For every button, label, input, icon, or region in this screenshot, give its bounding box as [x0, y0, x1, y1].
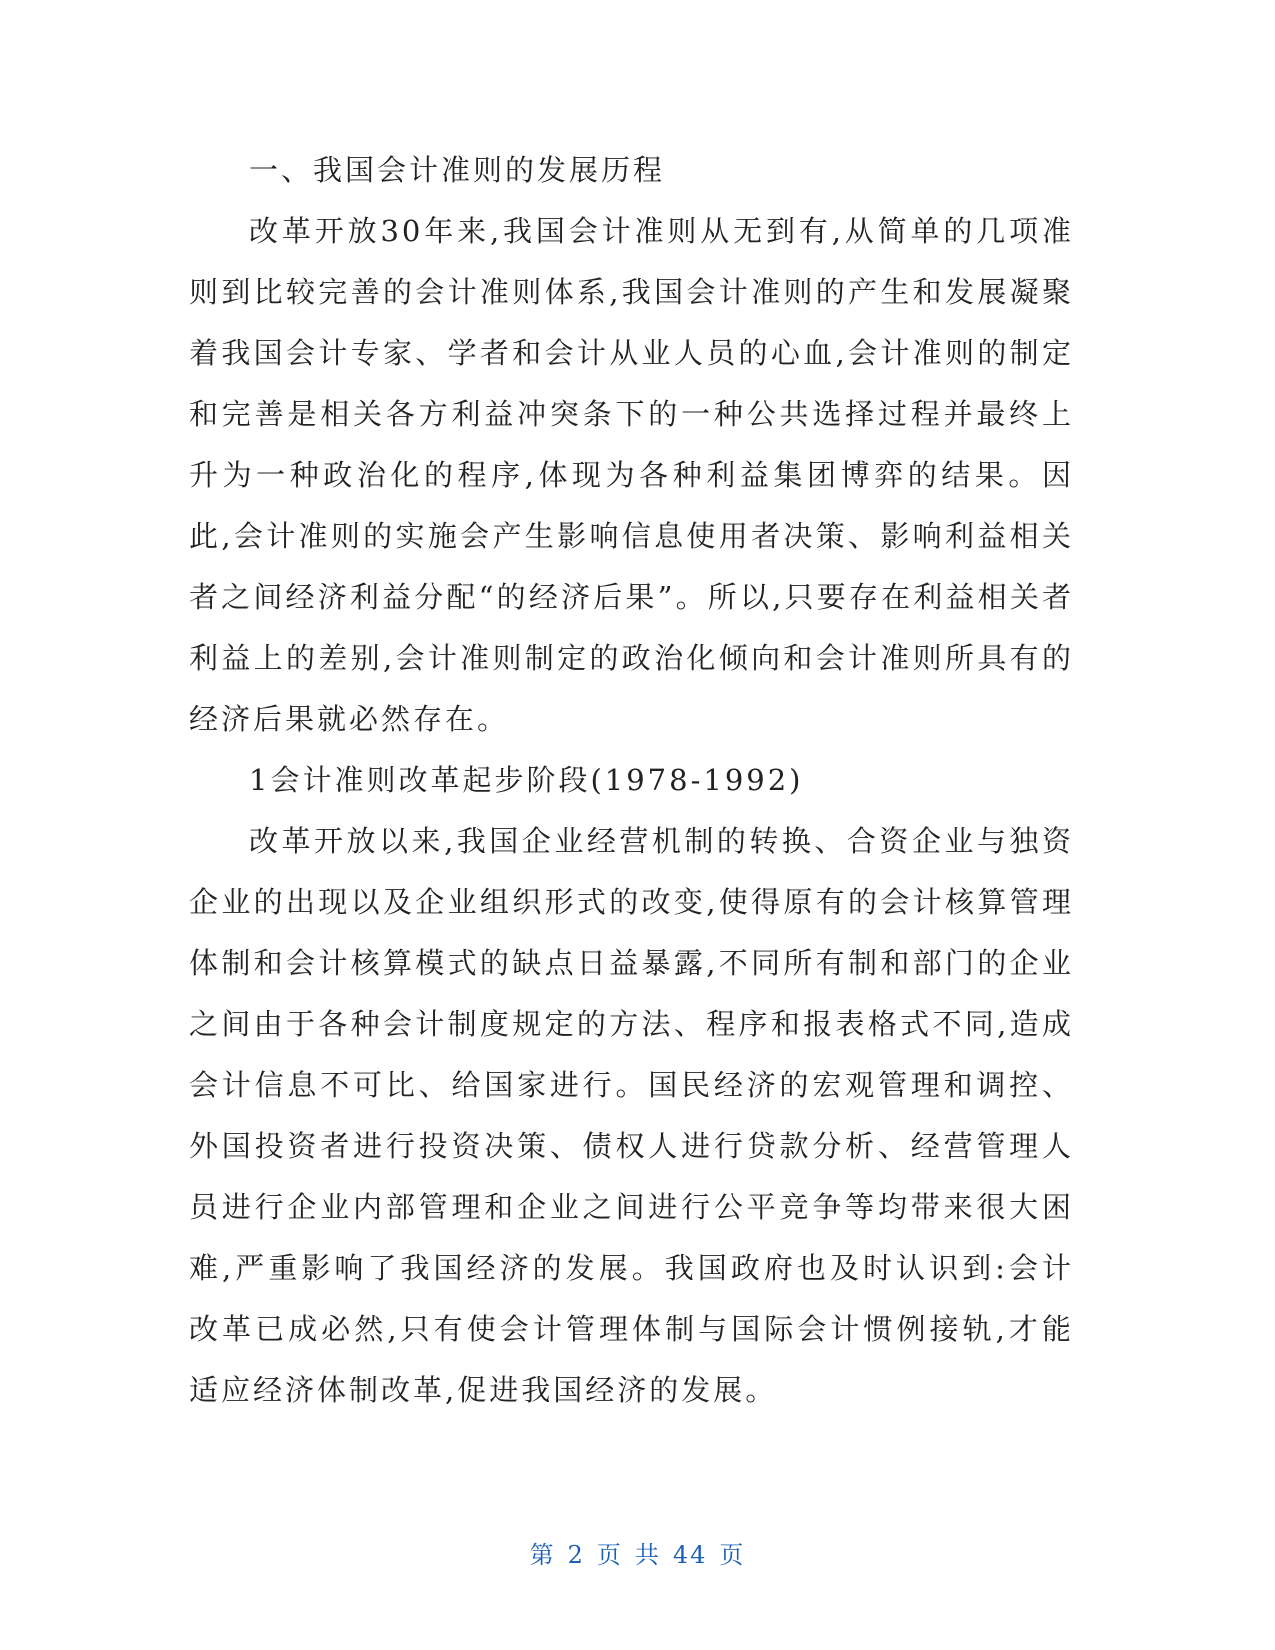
footer-label-suffix: 页 — [719, 1541, 746, 1569]
footer-label-total: 共 — [634, 1541, 661, 1569]
current-page-number: 2 — [567, 1541, 585, 1569]
paragraph: 改革开放以来,我国企业经营机制的转换、合资企业与独资企业的出现以及企业组织形式的改变,使得原有的会计核算管理体制和会计核算模式的缺点日益暴露,不同所有制和部门的企业之间由于各种会计制度规定的方法、程序和报表格式不同,造成会计信息不可比、给国家进行。国民经济的宏观管理和调控、外国投资者进行投资决策、债权人进行贷款分析、经营管理人员进行企业内部管理和企业之间进行公平竞争等均带来很大困难,严重影响了我国经济的发展。我国政府也及时认识到:会计改革已成必然,只有使会计管理体制与国际会计惯例接轨,才能适应经济体制改革,促进我国经济的发展。 — [189, 824, 1074, 1407]
section-heading: 一、我国会计准则的发展历程 — [249, 153, 666, 187]
paragraph: 改革开放30年来,我国会计准则从无到有,从简单的几项准则到比较完善的会计准则体系,我国会计准则的产生和发展凝聚着我国会计专家、学者和会计从业人员的心血,会计准则的制定和完善是相关各方利益冲突条下的一种公共选择过程并最终上升为一种政治化的程序,体现为各种利益集团博弈的结果。因此,会计准则的实施会产生影响信息使用者决策、影响利益相关者之间经济利益分配“的经济后果”。所以,只要存在利益相关者利益上的差别,会计准则制定的政治化倾向和会计准则所具有的经济后果就必然存在。 — [189, 214, 1074, 736]
footer-label-page: 页 — [596, 1541, 623, 1569]
total-pages-number: 44 — [672, 1541, 708, 1569]
subheading: 1会计准则改革起步阶段(1978-1992) — [249, 763, 804, 797]
document-body — [189, 140, 1074, 1421]
page-footer — [0, 1535, 1275, 1570]
footer-label-prefix: 第 — [529, 1541, 556, 1569]
